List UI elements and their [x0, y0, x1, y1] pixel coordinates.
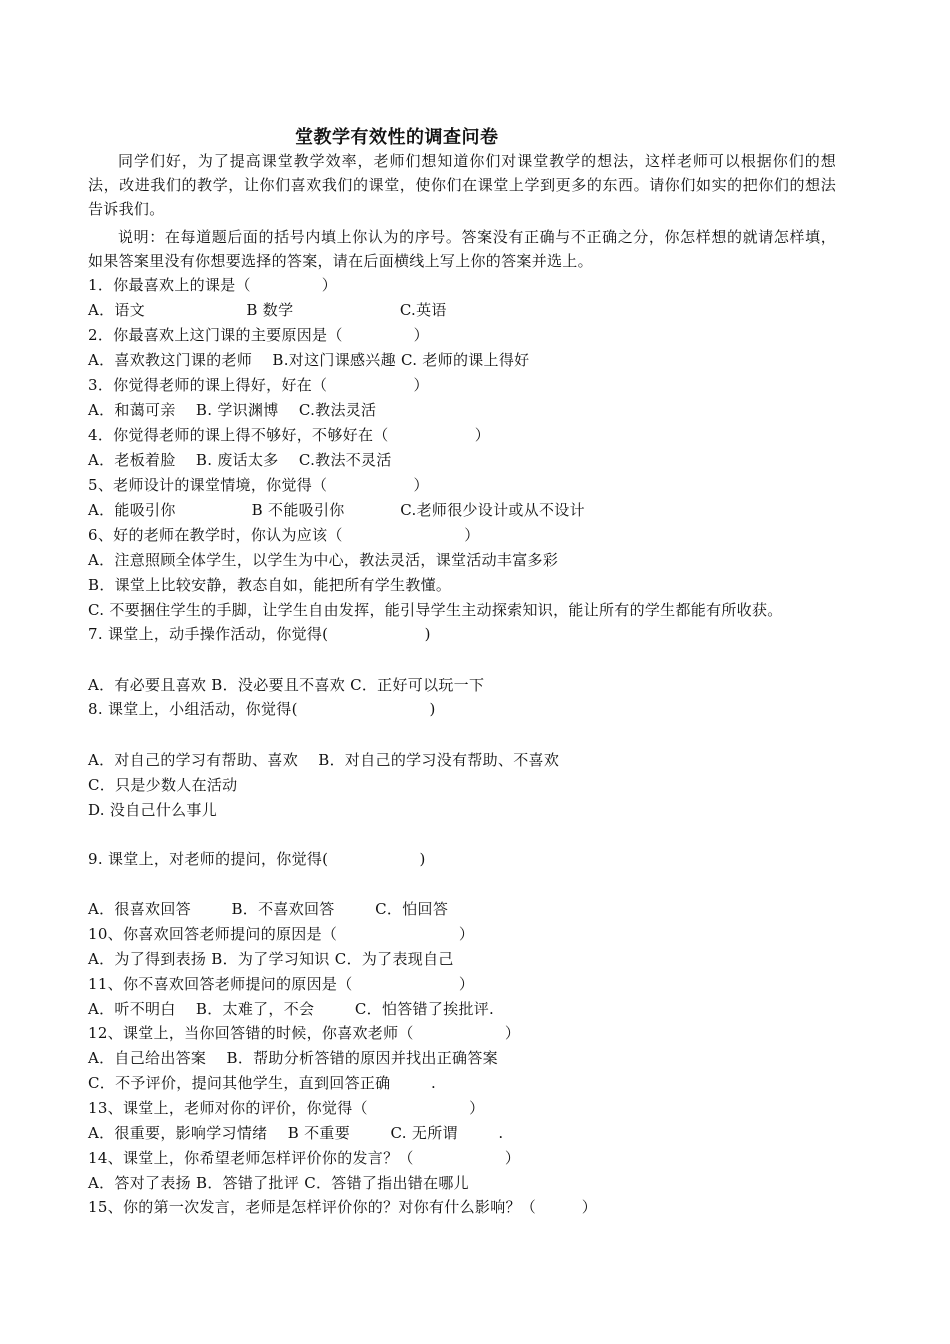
question-5: 5、老师设计的课堂情境，你觉得（ ）	[88, 476, 429, 494]
question-12-options-ab: A．自己给出答案 B．帮助分析答错的原因并找出正确答案	[88, 1049, 498, 1067]
question-7: 7. 课堂上，动手操作活动，你觉得( )	[88, 625, 431, 643]
question-6-option-a: A．注意照顾全体学生，以学生为中心，教法灵活，课堂活动丰富多彩	[88, 551, 559, 569]
question-9: 9. 课堂上，对老师的提问，你觉得( )	[88, 850, 426, 868]
question-2: 2．你最喜欢上这门课的主要原因是（ ）	[88, 326, 429, 344]
question-10-options: A．为了得到表扬 B．为了学习知识 C．为了表现自己	[88, 950, 454, 968]
question-12-option-c: C．不予评价，提问其他学生，直到回答正确 .	[88, 1074, 437, 1092]
question-13: 13、课堂上，老师对你的评价，你觉得（ ）	[88, 1099, 485, 1117]
question-10: 10、你喜欢回答老师提问的原因是（ ）	[88, 925, 475, 943]
question-1: 1．你最喜欢上的课是（ ）	[88, 276, 338, 294]
question-7-options: A．有必要且喜欢 B．没必要且不喜欢 C．正好可以玩一下	[88, 676, 485, 694]
question-9-options: A．很喜欢回答 B．不喜欢回答 C．怕回答	[88, 900, 449, 918]
page-title: 堂教学有效性的调查问卷	[295, 127, 499, 148]
question-13-options: A．很重要，影响学习情绪 B 不重要 C. 无所谓 .	[88, 1124, 504, 1142]
question-11-options: A．听不明白 B．太难了，不会 C．怕答错了挨批评.	[88, 1000, 495, 1018]
question-5-options: A．能吸引你 B 不能吸引你 C.老师很少设计或从不设计	[88, 501, 585, 519]
question-14: 14、课堂上，你希望老师怎样评价你的发言？（ ）	[88, 1149, 521, 1167]
question-8-option-c: C．只是少数人在活动	[88, 776, 238, 794]
question-8-option-d: D. 没自己什么事儿	[88, 801, 218, 819]
instructions-paragraph: 说明：在每道题后面的括号内填上你认为的序号。答案没有正确与不正确之分，你怎样想的就请怎样填，如果答案里没有你想要选择的答案，请在后面横线上写上你的答案并选上。	[88, 228, 836, 270]
question-8: 8. 课堂上，小组活动，你觉得( )	[88, 700, 436, 718]
question-1-options: A．语文 B 数学 C.英语	[88, 301, 447, 319]
intro-paragraph: 同学们好，为了提高课堂教学效率，老师们想知道你们对课堂教学的想法，这样老师可以根据你们的想法，改进我们的教学，让你们喜欢我们的课堂，使你们在课堂上学到更多的东西。请你们如实的把你们的想法告诉我们。	[88, 152, 836, 218]
question-15: 15、你的第一次发言，老师是怎样评价你的？对你有什么影响？（ ）	[88, 1198, 598, 1216]
question-14-options: A．答对了表扬 B．答错了批评 C．答错了指出错在哪儿	[88, 1174, 469, 1192]
question-3: 3．你觉得老师的课上得好，好在（ ）	[88, 376, 429, 394]
question-6: 6、好的老师在教学时，你认为应该（ ）	[88, 526, 480, 544]
question-12: 12、课堂上，当你回答错的时候，你喜欢老师（ ）	[88, 1024, 521, 1042]
question-4: 4．你觉得老师的课上得不够好，不够好在（ ）	[88, 426, 491, 444]
question-6-option-c: C. 不要捆住学生的手脚，让学生自由发挥，能引导学生主动探索知识，能让所有的学生都能有所收获。	[88, 601, 783, 619]
question-3-options: A．和蔼可亲 B. 学识渊博 C.教法灵活	[88, 401, 377, 419]
question-2-options: A．喜欢教这门课的老师 B.对这门课感兴趣 C. 老师的课上得好	[88, 351, 530, 369]
question-8-options-ab: A．对自己的学习有帮助、喜欢 B．对自己的学习没有帮助、不喜欢	[88, 751, 560, 769]
question-11: 11、你不喜欢回答老师提问的原因是（ ）	[88, 975, 475, 993]
question-6-option-b: B．课堂上比较安静，教态自如，能把所有学生教懂。	[88, 576, 452, 594]
question-4-options: A．老板着脸 B. 废话太多 C.教法不灵活	[88, 451, 392, 469]
